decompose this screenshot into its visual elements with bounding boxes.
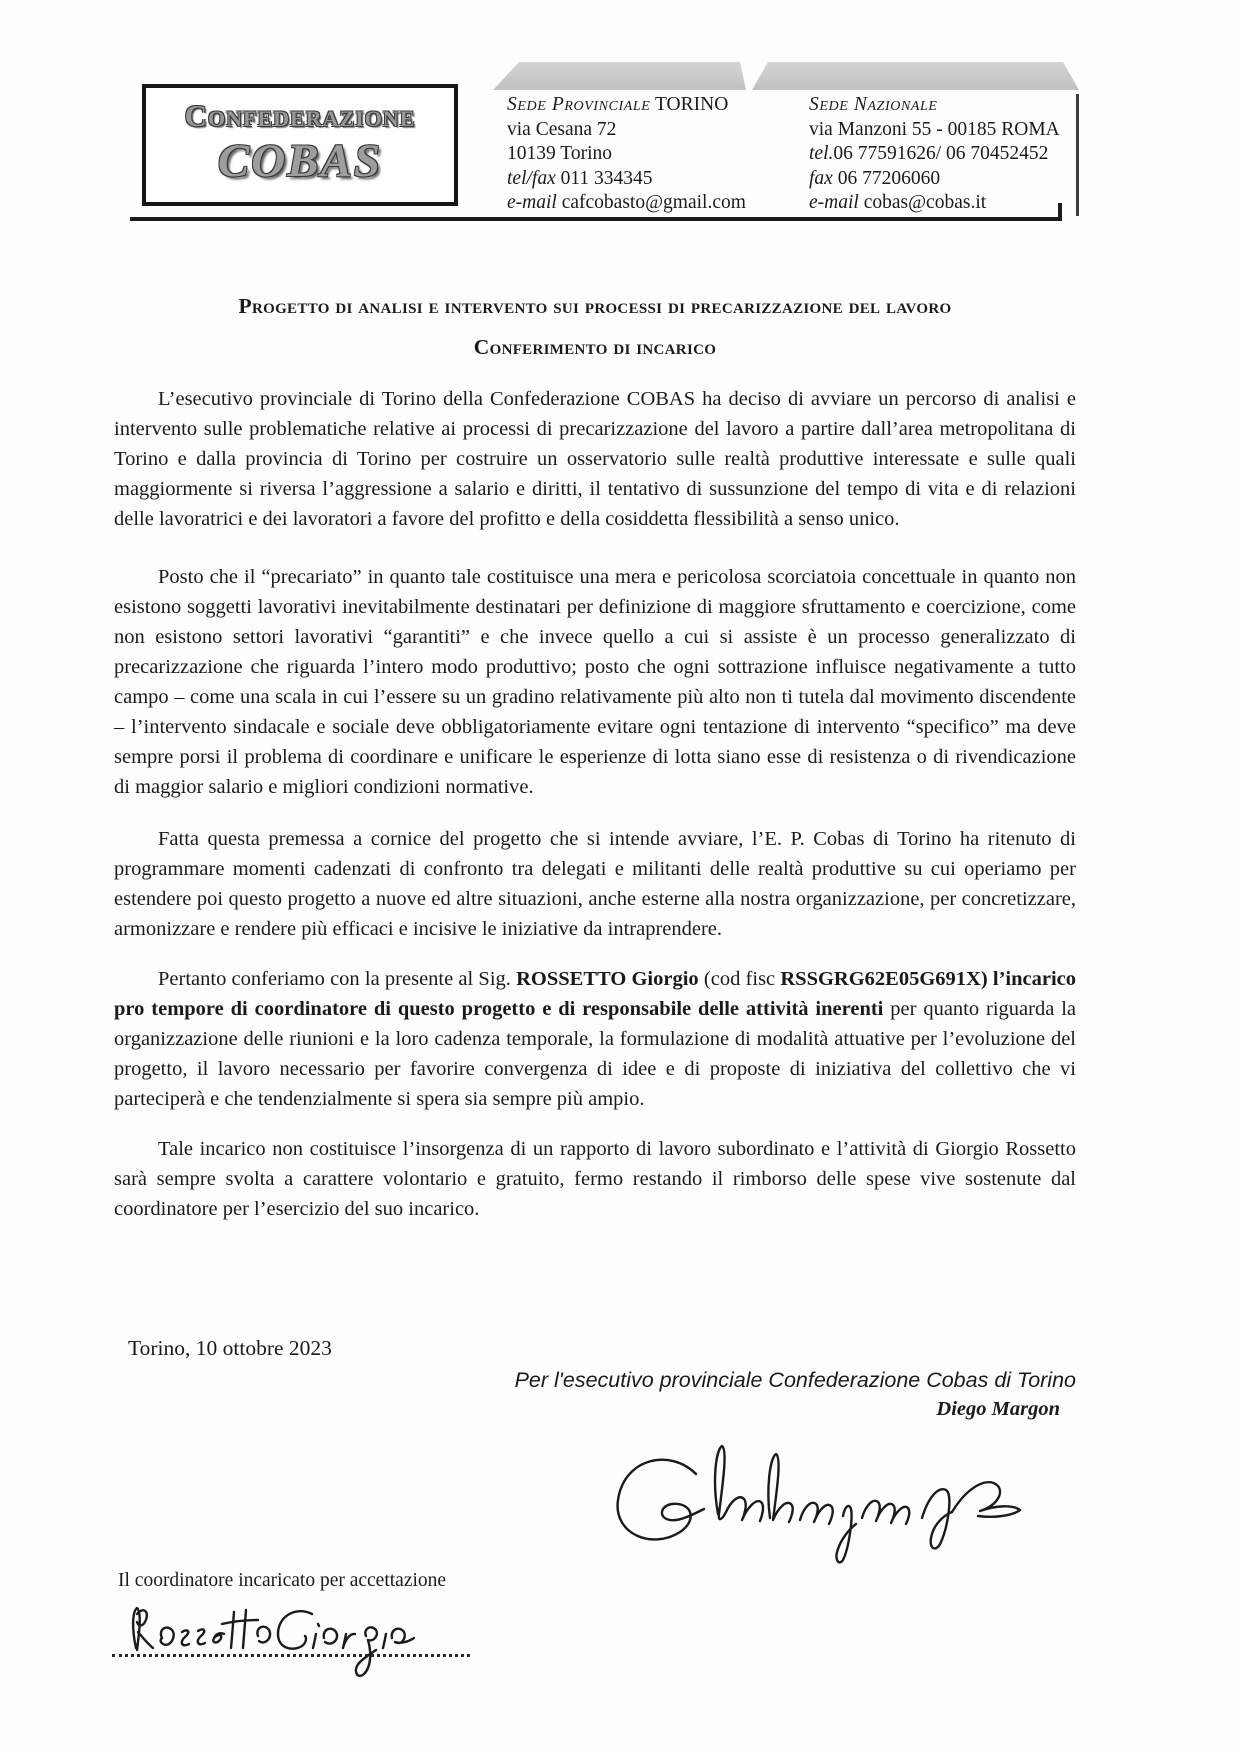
paragraph-3: Fatta questa premessa a cornice del progetto che si intende avviare, l’E. P. Cobas di Torino ha ritenuto di programmare momenti cadenzati di confronto tra delegati e militanti delle realtà produttive su cui operiamo per estendere poi questo progetto a nuove ed altre situazioni, anche esterne alla nostra organizzazione, per concretizzare, armonizzare e rendere più efficaci e incisive le iniziative da intraprendere.: [114, 828, 1076, 940]
margon-signature-icon: [600, 1416, 1040, 1571]
provincial-address-line: via Cesana 72: [507, 118, 617, 140]
letterhead-corner-tick: [1058, 203, 1062, 219]
provincial-office-title: Sede Provinciale TORINO: [507, 94, 729, 115]
acceptance-label: Il coordinatore incaricato per accettazione: [118, 1570, 447, 1591]
cobas-logo: [142, 84, 458, 206]
national-office-block: [809, 93, 1060, 216]
assignee-name: ROSSETTO Giorgio: [516, 968, 699, 990]
provincial-banner-strip: [493, 62, 746, 90]
national-phone-line: tel.06 77591626/ 06 70452452: [809, 143, 1049, 164]
national-fax-line: fax 06 77206060: [809, 167, 941, 189]
provincial-phone-line: tel/fax 011 334345: [507, 167, 653, 189]
rossetto-signature-icon: [112, 1596, 472, 1696]
letter-body: [114, 294, 1076, 1224]
provincial-email-line: e-mail cafcobasto@gmail.com: [507, 192, 746, 213]
national-office-title: Sede Nazionale: [809, 94, 938, 115]
on-behalf-line: Per l'esecutivo provinciale Confederazione Cobas di Torino: [514, 1368, 1076, 1392]
paragraph-4: [114, 964, 1076, 1114]
document-title: Progetto di analisi e intervento sui processi di precarizzazione del lavoro: [238, 294, 952, 318]
letterhead-right-edge: [1076, 94, 1079, 216]
document-subtitle: Conferimento di incarico: [473, 335, 717, 359]
date-line: Torino, 10 ottobre 2023: [128, 1336, 332, 1360]
provincial-address-line: 10139 Torino: [507, 143, 612, 164]
paragraph-5: Tale incarico non costituisce l’insorgenza di un rapporto di lavoro subordinato e l’attività di Giorgio Rossetto sarà sempre svolta a carattere volontario e gratuito, fermo restando il rimborso delle spese vive sostenute dal coordinatore per l’esercizio del suo incarico.: [114, 1138, 1076, 1220]
paragraph-4-text: Pertanto conferiamo con la presente al Sig.: [158, 968, 517, 990]
paragraph-1: L’esecutivo provinciale di Torino della Confederazione COBAS ha deciso di avviare un percorso di analisi e intervento sulle problematiche relative ai processi di precarizzazione del lavoro a partire dall’area metropolitana di Torino e dalla provincia di Torino per costruire un osservatorio sulle realtà produttive interessate e sulle quali maggiormente si riversa l’aggressione a salario e diritti, il tentativo di sussunzione del tempo di vita e di relazioni delle lavoratrici e dei lavoratori a favore del profitto e della cosiddetta flessibilità a senso unico.: [114, 388, 1076, 530]
provincial-office-block: [507, 93, 746, 216]
paragraph-4-text: (cod fisc: [698, 968, 781, 990]
logo-confederazione-text: Confederazione: [184, 98, 416, 133]
paragraph-2: Posto che il “precariato” in quanto tale costituisce una mera e pericolosa scorciatoia concettuale in quanto non esistono soggetti lavorativi inevitabilmente destinatari per definizione di maggiore sfruttamento e coercizione, come non esistono settori lavorativi “garantiti” e che invece quello a cui si assiste è un processo generalizzato di precarizzazione che riguarda l’intero modo produttivo; posto che ogni sottrazione influisce negativamente a tutto campo – come una scala in cui l’essere su un gradino relativamente più alto non ti tutela dal movimento discendente – l’intervento sindacale e sociale deve obbligatoriamente evitare ogni tentazione di intervento “specifico” ma deve sempre porsi il problema di coordinare e unificare le esperienze di lotta siano esse di resistenza o di rivendicazione di maggior salario e migliori condizioni normative.: [114, 566, 1076, 798]
letterhead-bottom-rule: [130, 217, 1062, 221]
logo-cobas-text: COBAS: [217, 135, 383, 187]
paragraph-4-text: per quanto riguarda la organizzazione delle riunioni e la loro cadenza temporale, la formulazione di modalità attuative per l’evoluzione del progetto, il lavoro necessario per favorire convergenza di idee e di proposte di iniziativa del collettivo che vi parteciperà e che tendenzialmente si spera sia sempre più ampio.: [114, 998, 1076, 1110]
national-email-line: e-mail cobas@cobas.it: [809, 192, 987, 213]
signer-name: Diego Margon: [936, 1398, 1060, 1420]
fiscal-code-and-mandate: RSSGRG62E05G691X) l’incarico pro tempore di coordinatore di questo progetto e di responsabile delle attività inerenti: [114, 968, 1076, 1020]
national-address-line: via Manzoni 55 - 00185 ROMA: [809, 118, 1060, 140]
national-banner-strip: [752, 62, 1079, 90]
